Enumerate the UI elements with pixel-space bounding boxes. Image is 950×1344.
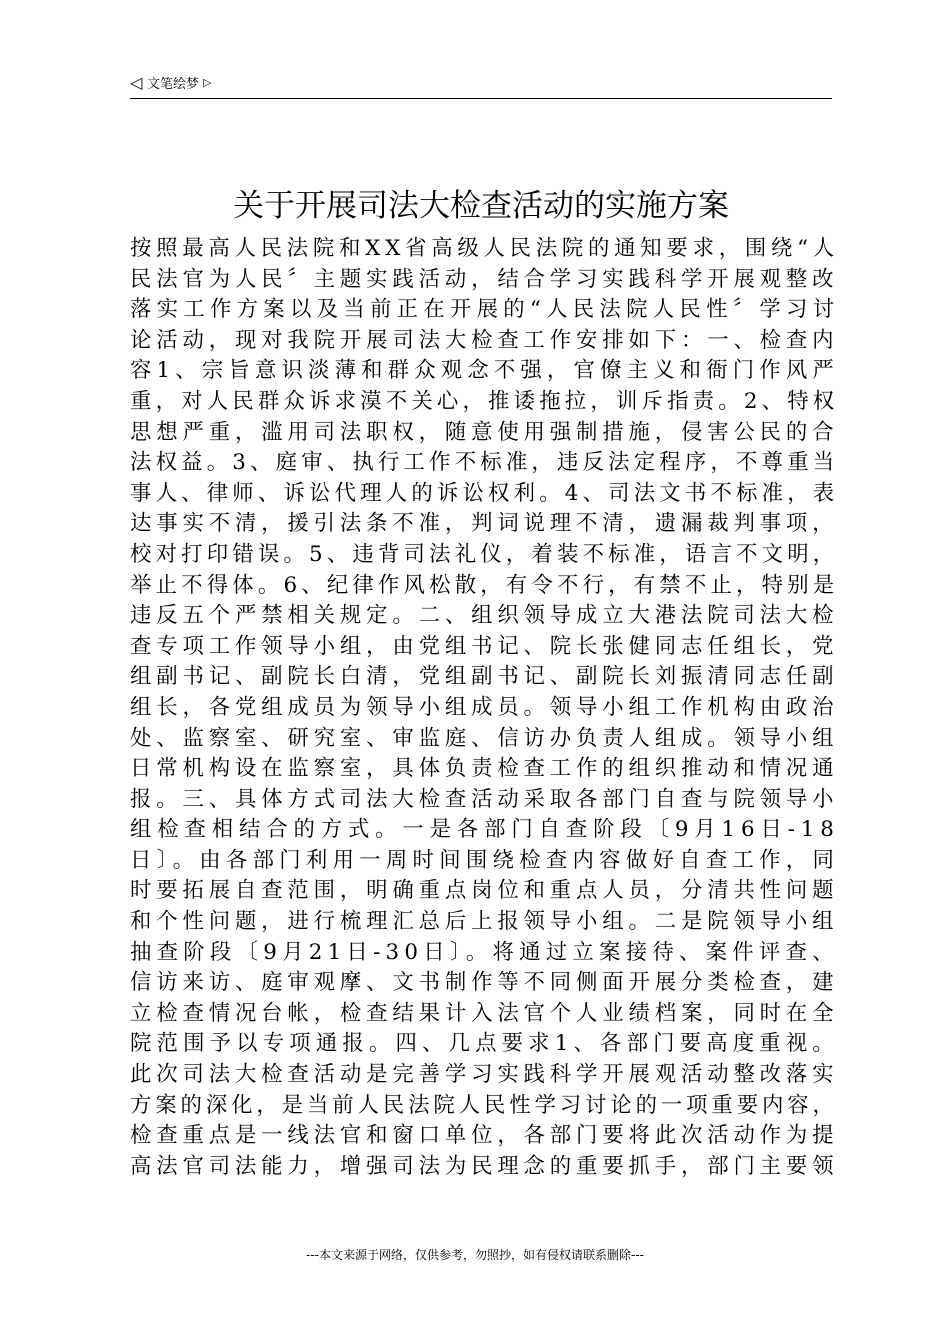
body-line: 报。三、具体方式司法大检查活动采取各部门自查与院领导小: [130, 786, 839, 812]
page-footer: ---本文来源于网络，仅供参考，勿照抄，如有侵权请联系删除---: [306, 1248, 644, 1262]
body-line: 重，对人民群众诉求漠不关心，推诿拖拉，训斥指责。2、特权: [130, 388, 839, 414]
body-line: 抽查阶段〔9月21日-30日〕。将通过立案接待、案件评查、: [130, 939, 839, 965]
body-line: 处、监察室、研究室、审监庭、信访办负责人组成。领导小组: [130, 725, 839, 751]
body-line: 组副书记、副院长白清，党组副书记、副院长刘振清同志任副: [130, 664, 839, 690]
body-line: 日常机构设在监察室，具体负责检查工作的组织推动和情况通: [130, 756, 839, 782]
body-line: 信访来访、庭审观摩、文书制作等不同侧面开展分类检查，建: [130, 970, 839, 996]
body-line: 举止不得体。6、纪律作风松散，有令不行，有禁不止，特别是: [130, 572, 839, 598]
body-line: 容1、宗旨意识淡薄和群众观念不强，官僚主义和衙门作风严: [130, 358, 839, 384]
header-brand: 文笔绘梦: [147, 77, 200, 92]
body-line: 此次司法大检查活动是完善学习实践科学开展观活动整改落实: [130, 1062, 839, 1088]
document-body: [130, 234, 840, 1182]
body-line: 事人、律师、诉讼代理人的诉讼权利。4、司法文书不标准，表: [130, 480, 839, 506]
body-line: 思想严重，滥用司法职权，随意使用强制措施，侵害公民的合: [130, 419, 839, 445]
body-line: 方案的深化，是当前人民法院人民性学习讨论的一项重要内容，: [130, 1092, 838, 1118]
body-line: 组检查相结合的方式。一是各部门自查阶段〔9月16日-18: [130, 817, 840, 843]
body-line: 违反五个严禁相关规定。二、组织领导成立大港法院司法大检: [130, 603, 839, 629]
body-line: 检查重点是一线法官和窗口单位，各部门要将此次活动作为提: [130, 1123, 839, 1149]
body-line: 落实工作方案以及当前正在开展的“人民法院人民性〞学习讨: [130, 297, 840, 323]
page-header: [130, 74, 832, 99]
body-line: 按照最高人民法院和XX省高级人民法院的通知要求，围绕“人: [130, 236, 839, 261]
body-line: 立检查情况台帐，检查结果计入法官个人业绩档案，同时在全: [130, 1000, 839, 1026]
body-line: 组长，各党组成员为领导小组成员。领导小组工作机构由政治: [130, 694, 839, 720]
body-line: 法权益。3、庭审、执行工作不标准，违反法定程序，不尊重当: [130, 450, 839, 476]
body-line: 校对打印错误。5、违背司法礼仪，着装不标准，语言不文明，: [130, 541, 839, 567]
right-triangle-icon: ▷: [203, 76, 212, 89]
body-line: 高法官司法能力，增强司法为民理念的重要抓手，部门主要领: [130, 1153, 839, 1179]
left-triangle-icon: ◁: [130, 73, 143, 92]
body-line: 论活动，现对我院开展司法大检查工作安排如下：一、检查内: [130, 327, 839, 353]
document-title: 关于开展司法大检查活动的实施方案: [233, 188, 729, 224]
body-line: 日〕。由各部门利用一周时间围绕检查内容做好自查工作，同: [130, 847, 840, 873]
body-line: 查专项工作领导小组，由党组书记、院长张健同志任组长，党: [130, 633, 839, 659]
body-line: 和个性问题，进行梳理汇总后上报领导小组。二是院领导小组: [130, 909, 839, 935]
body-line: 民法官为人民〞主题实践活动，结合学习实践科学开展观整改: [130, 266, 839, 292]
body-line: 时要拓展自查范围，明确重点岗位和重点人员，分清共性问题: [130, 878, 839, 904]
body-line: 院范围予以专项通报。四、几点要求1、各部门要高度重视。: [130, 1031, 839, 1057]
body-line: 达事实不清，援引法条不准，判词说理不清，遗漏裁判事项，: [130, 511, 839, 537]
